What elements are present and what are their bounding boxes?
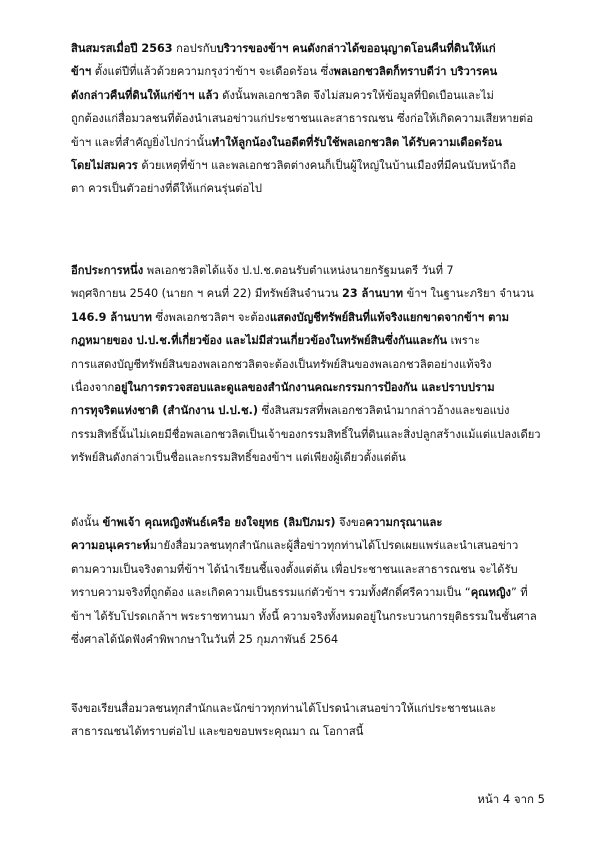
text-segment: เนื่องจาก xyxy=(71,381,115,394)
text-line xyxy=(71,725,531,739)
text-segment: ดังนั้นพลเอกชวลิต จึงไม่สมควรให้ข้อมูลที่บิดเบือนและไม่ xyxy=(218,88,494,102)
text-line xyxy=(71,609,537,624)
bold-text: ทำให้ลูกน้องในอดีตที่รับใช้พลเอกชวลิต ได้รับความเดือดร้อน xyxy=(211,135,502,149)
bold-text: คุณหญิง xyxy=(470,586,511,600)
bold-text: อยู่ในการตรวจสอบและดูแลของสำนักงานคณะกรรมการป้องกัน และปราบปราม xyxy=(114,381,495,394)
text-segment: ทรัพย์สินดังกล่าวเป็นชื่อและกรรมสิทธิ์ของข้าฯ แต่เพียงผู้เดียวตั้งแต่ต้น xyxy=(71,451,406,465)
text-segment: พฤศจิกายน 2540 (นายก ฯ คนที่ 22) มีทรัพย์สินจำนวน xyxy=(71,287,343,301)
text-line xyxy=(71,159,531,173)
text-segment: ตั้งแต่ปีที่แล้วด้วยความกรุงว่าข้าฯ จะเดือดร้อน ซึ่ง xyxy=(91,65,334,79)
page-number: หน้า 4 จาก 5 xyxy=(477,792,545,806)
bold-text: 146.9 ล้านบาท xyxy=(71,310,152,324)
text-segment: มายังสื่อมวลชนทุกสำนักและผู้สื่อข่าวทุกท่านได้โปรดเผยแพร่และนำเสนอข่าว xyxy=(149,539,519,553)
text-segment: ซึ่งพลเอกชวลิตฯ จะต้อง xyxy=(151,310,270,324)
text-line xyxy=(71,381,531,395)
text-segment: ตา ควรเป็นตัวอย่างที่ดีให้แก่คนรุ่นต่อไป xyxy=(71,182,262,196)
text-line xyxy=(71,334,531,348)
text-segment: สาธารณชนได้ทราบต่อไป และขอขอบพระคุณมา ณ โอกาสนี้ xyxy=(71,725,364,739)
text-line xyxy=(71,586,531,600)
text-line xyxy=(71,311,531,325)
bold-text: บริวารของข้าฯ คนดังกล่าวได้ขออนุญาตโอนคืนที่ดินให้แก่ xyxy=(216,42,496,55)
bold-text: การทุจริตแห่งชาติ (สำนักงาน ป.ป.ช.) xyxy=(71,404,258,418)
text-line xyxy=(71,42,531,56)
text-line xyxy=(71,358,531,372)
text-segment: ถูกต้องแก่สื่อมวลชนที่ต้องนำเสนอข่าวแก่ประชาชนและสาธารณชน ซึ่งก่อให้เกิดความเสียหายต่อ xyxy=(71,112,534,126)
text-segment: ข้าฯ ในฐานะภริยา จำนวน xyxy=(403,287,534,301)
text-line xyxy=(71,264,531,278)
bold-text: ความกรุณาและ xyxy=(365,516,443,529)
text-segment: ซึ่งสินสมรสที่พลเอกชวลิตนำมากล่าวอ้างและขอแบ่ง xyxy=(257,404,510,418)
bold-text: กฎหมายของ ป.ป.ช.ที่เกี่ยวข้อง และไม่มีส่วนเกี่ยวข้องในทรัพย์สินซึ่งกันและกัน xyxy=(71,334,448,348)
text-line xyxy=(71,182,531,196)
text-segment: จึงขอ xyxy=(335,516,366,529)
text-line xyxy=(71,404,531,418)
text-line xyxy=(71,563,531,577)
text-line xyxy=(71,633,531,647)
bold-text: ความอนุเคราะห์ xyxy=(71,539,150,553)
text-line xyxy=(71,287,534,301)
text-line xyxy=(71,516,531,530)
bold-text: อีกประการหนึ่ง xyxy=(71,264,144,277)
text-segment: ตามความเป็นจริงตามที่ข้าฯ ได้นำเรียนชี้แจงตั้งแต่ต้น เพื่อประชาชนและสาธารณชน จะได้รับ xyxy=(71,562,518,576)
bold-text: พลเอกชวลิตก็ทราบดีว่า บริวารคน xyxy=(333,65,498,79)
text-segment: ทราบความจริงที่ถูกต้อง และเกิดความเป็นธรรมแก่ตัวข้าฯ รวมทั้งศักดิ์ศรีความเป็น “ xyxy=(71,586,471,600)
text-segment: ดังนั้น xyxy=(71,516,103,529)
text-line xyxy=(71,89,531,103)
text-segment: ด้วยเหตุที่ข้าฯ และพลเอกชวลิตต่างคนก็เป็นผู้ใหญ่ในบ้านเมืองที่มีคนนับหน้าถือ xyxy=(137,159,517,172)
text-segment: ซึ่งศาลได้นัดฟังคำพิพากษาในวันที่ 25 กุมภาพันธ์ 2564 xyxy=(71,633,339,646)
text-line xyxy=(71,451,531,465)
text-line xyxy=(71,136,531,150)
text-segment: ” ที่ xyxy=(510,586,528,600)
bold-text: แสดงบัญชีทรัพย์สินที่แท้จริงแยกขาดจากข้าฯ ตาม xyxy=(269,310,509,324)
bold-text: 23 ล้านบาท xyxy=(342,287,404,301)
text-line xyxy=(71,702,531,716)
text-line xyxy=(71,427,541,442)
text-segment: การแสดงบัญชีทรัพย์สินของพลเอกชวลิตจะต้องเป็นทรัพย์สินของพลเอกชวลิตอย่างแท้จริง xyxy=(71,357,492,371)
bold-text: สินสมรสเมื่อปี 2563 xyxy=(71,42,173,55)
text-line xyxy=(71,112,534,126)
text-line xyxy=(71,539,531,553)
text-line xyxy=(71,65,531,79)
text-segment: ข้าฯ และที่สำคัญยิ่งไปกว่านั้น xyxy=(71,135,212,149)
bold-text: ดังกล่าวคืนที่ดินให้แก่ข้าฯ แล้ว xyxy=(71,88,219,102)
bold-text: ข้าพเจ้า คุณหญิงพันธ์เครือ ยงใจยุทธ (ลิมปิภมร) xyxy=(102,516,336,529)
text-segment: กรรมสิทธิ์นั้นไม่เคยมีชื่อพลเอกชวลิตเป็นเจ้าของกรรมสิทธิ์ในที่ดินและสิ่งปลูกสร้างแม้แต่แปลงเดียว xyxy=(71,427,541,441)
bold-text: โดยไม่สมควร xyxy=(71,159,138,172)
bold-text: ข้าฯ xyxy=(71,65,92,79)
text-segment: ข้าฯ ได้รับโปรดเกล้าฯ พระราชทานมา ทั้งนี้ ความจริงทั้งหมดอยู่ในกระบวนการยุติธรรมในชั้นศาล xyxy=(71,609,537,623)
text-segment: จึงขอเรียนสื่อมวลชนทุกสำนักและนักข่าวทุกท่านได้โปรดนำเสนอข่าวให้แก่ประชาชนและ xyxy=(71,702,497,715)
text-segment: เพราะ xyxy=(447,334,481,348)
text-segment: พลเอกชวลิตได้แจ้ง ป.ป.ช.ตอนรับตำแหน่งนายกรัฐมนตรี วันที่ 7 xyxy=(143,264,454,277)
text-segment: กอปรกับ xyxy=(172,42,217,55)
